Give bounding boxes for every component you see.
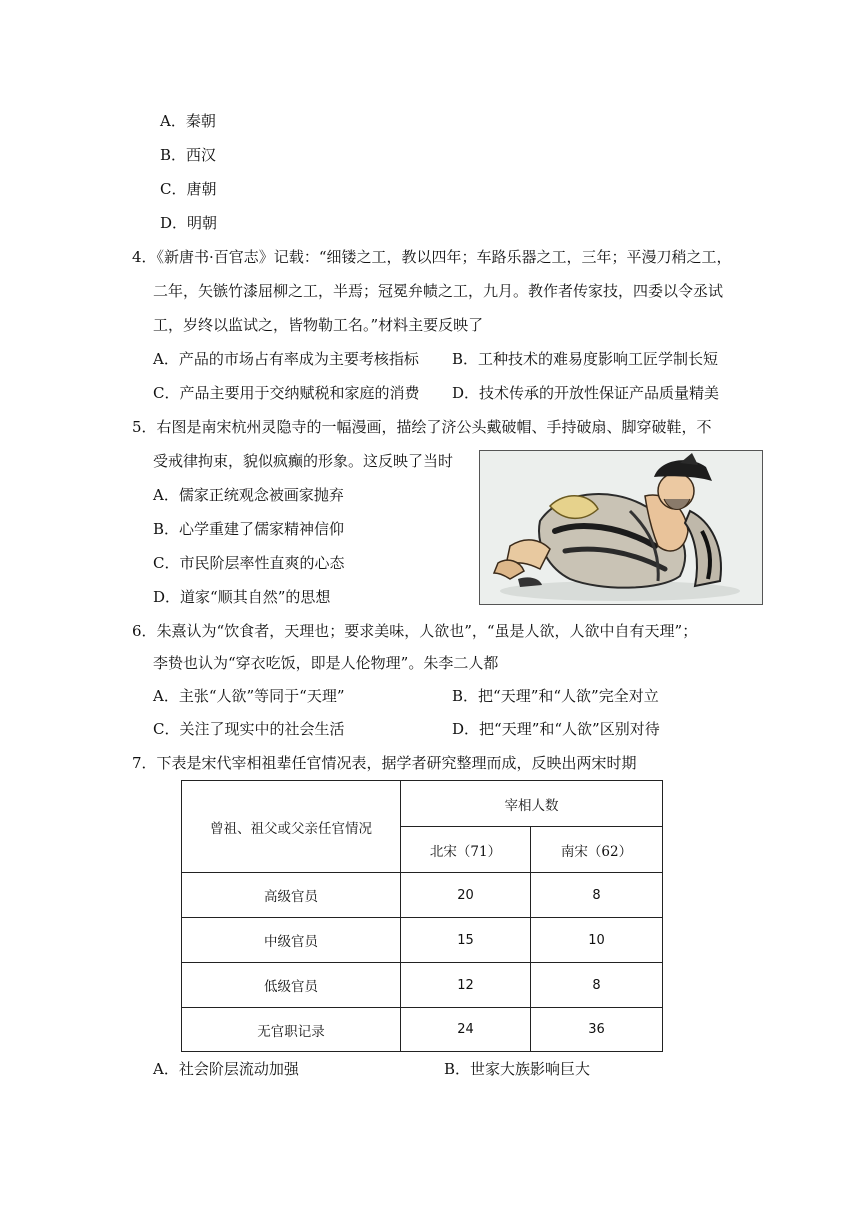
q4-option-b: B．工种技术的难易度影响工匠学制长短 — [452, 350, 719, 368]
q6-stem-line-2: 李贽也认为“穿衣吃饭，即是人伦物理”。朱李二人都 — [153, 654, 499, 672]
table-cell: 8 — [592, 887, 601, 903]
table-row-label: 中级官员 — [264, 934, 318, 950]
q4-stem-line-3: 工，岁终以监试之，皆物勒工名。”材料主要反映了 — [153, 316, 484, 334]
q4-stem-line-1: 4．《新唐书·百官志》记载：“细镂之工，教以四年；车路乐器之工，三年；平漫刀稍之工， — [132, 248, 732, 266]
table-cell: 12 — [457, 977, 474, 993]
q5-option-c: C．市民阶层率性直爽的心态 — [153, 554, 345, 572]
table-col-north-song: 北宋（71） — [429, 843, 502, 860]
jigong-painting — [479, 450, 763, 605]
table-group-header: 宰相人数 — [504, 797, 559, 814]
table-row-label: 无官职记录 — [257, 1023, 325, 1040]
table-row-label: 低级官员 — [264, 979, 318, 995]
q5-stem-line-2: 受戒律拘束，貌似疯癫的形象。这反映了当时 — [153, 452, 454, 470]
q5-option-b: B．心学重建了儒家精神信仰 — [153, 520, 345, 538]
q4-option-d: D．技术传承的开放性保证产品质量精美 — [452, 384, 720, 402]
q3-option-a: A．秦朝 — [160, 112, 216, 130]
q3-option-c: C．唐朝 — [160, 180, 217, 198]
q5-option-d: D．道家“顺其自然”的思想 — [153, 588, 331, 606]
q7-stem: 7．下表是宋代宰相祖辈任官情况表，据学者研究整理而成，反映出两宋时期 — [132, 754, 637, 772]
q4-option-a: A．产品的市场占有率成为主要考核指标 — [153, 350, 419, 368]
q4-option-c: C．产品主要用于交纳赋税和家庭的消费 — [153, 384, 420, 402]
table-cell: 8 — [592, 977, 601, 993]
q3-option-b: B．西汉 — [160, 146, 217, 164]
q6-option-d: D．把“天理”和“人欲”区别对待 — [452, 720, 660, 738]
q7-option-b: B．世家大族影响巨大 — [444, 1060, 591, 1078]
table-col-south-song: 南宋（62） — [560, 843, 633, 860]
q6-stem-line-1: 6．朱熹认为“饮食者，天理也；要求美味，人欲也”，“虽是人欲，人欲中自有天理”； — [132, 622, 698, 640]
table-cell: 15 — [457, 932, 474, 948]
table-cell: 20 — [457, 887, 474, 903]
q6-option-b: B．把“天理”和“人欲”完全对立 — [452, 687, 659, 705]
table-cell: 36 — [588, 1022, 605, 1037]
jigong-illustration — [480, 451, 763, 605]
q3-option-d: D．明朝 — [160, 214, 218, 232]
q5-stem-line-1: 5．右图是南宋杭州灵隐寺的一幅漫画，描绘了济公头戴破帽、手持破扇、脚穿破鞋，不 — [132, 418, 712, 436]
table-cell: 24 — [457, 1022, 474, 1037]
table-cell: 10 — [588, 932, 605, 948]
q7-option-a: A．社会阶层流动加强 — [153, 1060, 299, 1078]
table-row-label: 高级官员 — [264, 889, 318, 905]
q4-stem-line-2: 二年，矢镞竹漆屈柳之工，半焉；冠冕弁帻之工，九月。教作者传家技，四委以令丞试 — [153, 282, 724, 300]
q5-option-a: A．儒家正统观念被画家抛弃 — [153, 486, 344, 504]
q6-option-c: C．关注了现实中的社会生活 — [153, 720, 345, 738]
table-row-header: 曾祖、祖父或父亲任官情况 — [210, 820, 372, 837]
q6-option-a: A．主张“人欲”等同于“天理” — [153, 687, 345, 705]
